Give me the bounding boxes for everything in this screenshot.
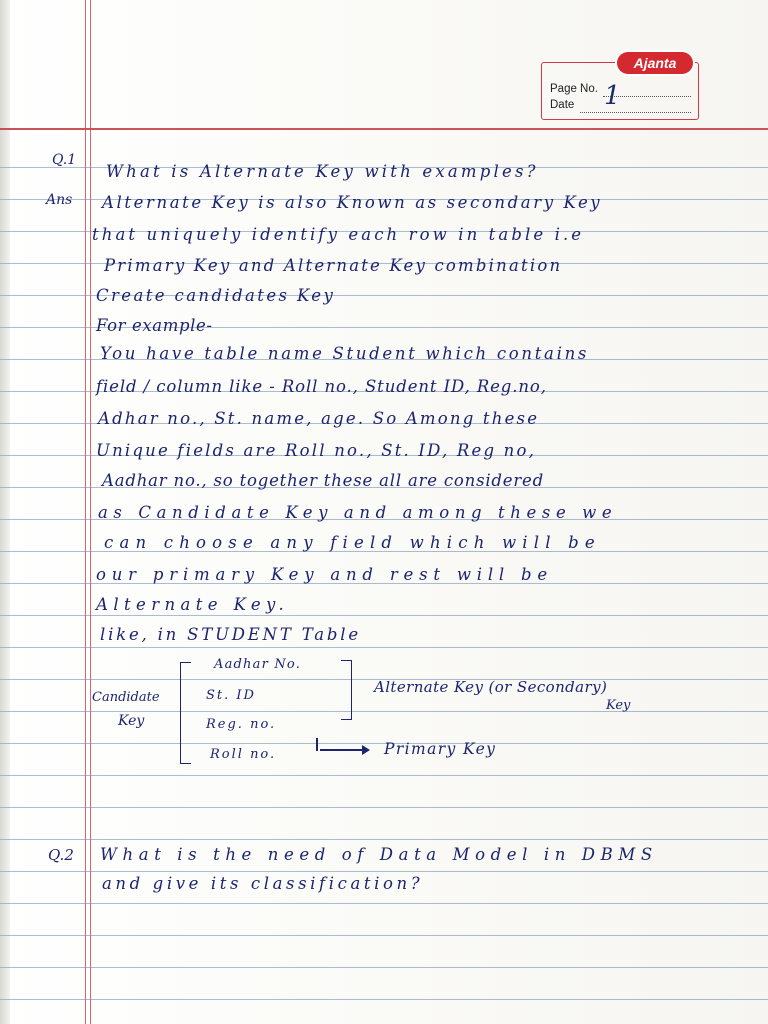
answer-line: Create candidates Key [96,286,336,305]
page-number: 1 [604,81,621,111]
ruled-line [0,807,768,808]
answer-line: can choose any field which will be [104,533,601,552]
answer-line: like, in STUDENT Table [100,625,361,644]
margin-line [90,0,91,1024]
answer-line: Alternate Key. [96,595,290,614]
margin-line [85,0,86,1024]
question-number: Q.1 [52,152,77,168]
candidate-item: St. ID [206,688,256,703]
candidate-label-key: Key [118,713,145,729]
ruled-line [0,839,768,840]
ruled-line [0,935,768,936]
brand-logo: Ajanta [617,52,693,74]
candidate-item: Aadhar No. [214,657,302,672]
alternate-bracket [341,660,352,720]
ruled-line [0,615,768,616]
answer-line: Adhar no., St. name, age. So Among these [98,409,540,428]
answer-line: You have table name Student which contains [100,344,590,363]
candidate-label: Candidate [92,690,160,705]
candidate-item: Roll no. [210,747,277,762]
ruled-line [0,647,768,648]
answer-line: as Candidate Key and among these we [98,503,618,522]
arrow-icon [320,749,368,751]
answer-line: field / column like - Roll no., Student ID, Reg.no, [96,377,547,396]
answer-line: Aadhar no., so together these all are considered [102,471,544,490]
answer-line: that uniquely identify each row in table i.e [92,225,585,244]
question-text: What is Alternate Key with examples? [106,162,539,181]
ruled-line [0,775,768,776]
question-2-text-2: and give its classification? [102,874,424,893]
question-2-text: What is the need of Data Model in DBMS [100,845,658,864]
header-rule [0,128,768,130]
candidate-item: Reg. no. [206,717,277,732]
answer-label: Ans [46,192,73,208]
ruled-line [0,967,768,968]
question-2-number: Q.2 [48,846,74,864]
ruled-line [0,903,768,904]
ruled-line [0,711,768,712]
primary-bracket [316,738,318,751]
alternate-key-label-2: Key [606,698,631,713]
ruled-line [0,871,768,872]
date-label: Date [550,99,575,111]
page-no-label: Page No. [550,83,598,95]
ruled-line [0,999,768,1000]
alternate-key-label: Alternate Key (or Secondary) [374,678,608,696]
answer-line: our primary Key and rest will be [96,565,553,584]
primary-key-label: Primary Key [384,740,497,758]
answer-line: Unique fields are Roll no., St. ID, Reg no, [96,441,537,460]
answer-line: Alternate Key is also Known as secondary Key [102,193,603,212]
candidate-bracket [180,662,191,764]
answer-line: Primary Key and Alternate Key combination [104,256,563,275]
answer-line: For example- [96,316,213,335]
date-line [580,112,691,113]
